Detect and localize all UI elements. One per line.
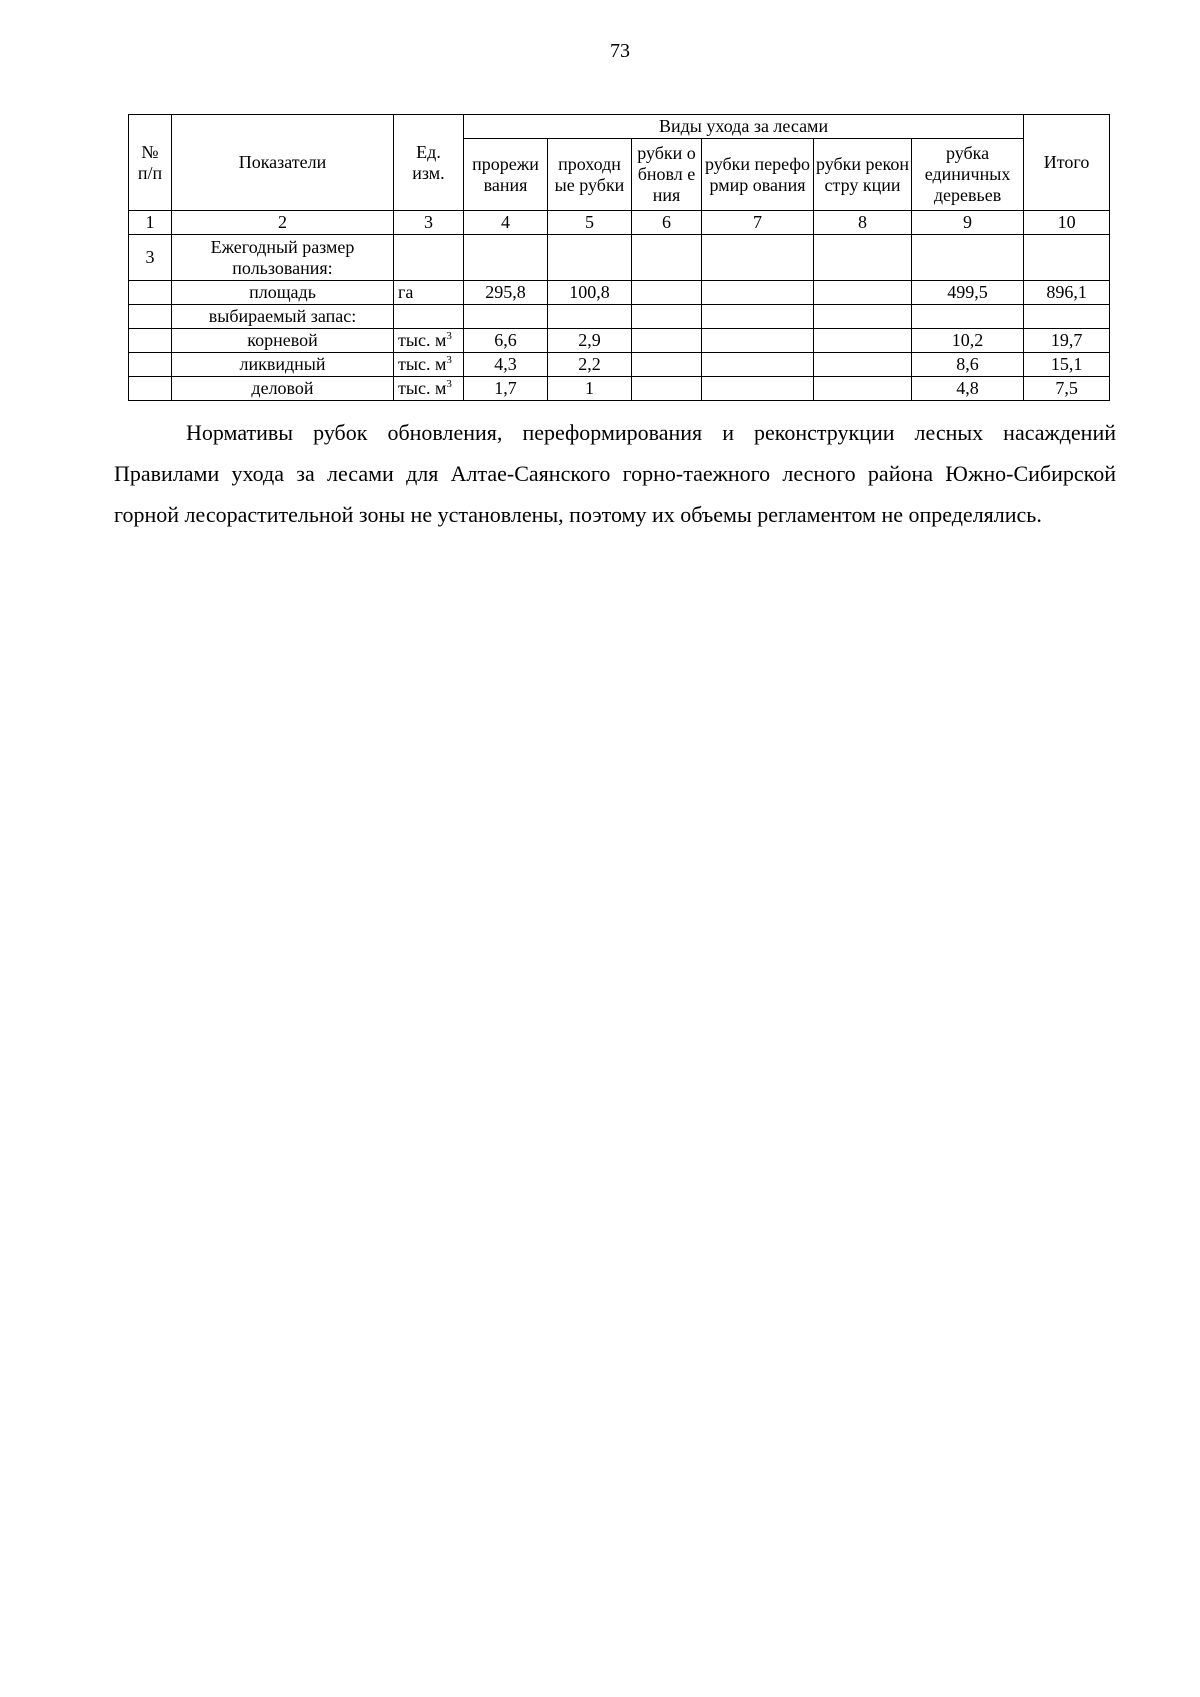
unit-cell <box>394 235 464 281</box>
value-cell: 4,3 <box>464 353 548 377</box>
forest-care-table <box>128 114 1110 401</box>
value-cell: 8,6 <box>912 353 1024 377</box>
unit-cell <box>394 353 464 377</box>
total-cell: 896,1 <box>1024 281 1110 305</box>
value-cell <box>548 305 632 329</box>
header-num: № п/п <box>129 115 172 211</box>
column-number: 6 <box>632 211 702 235</box>
value-cell <box>814 353 912 377</box>
header-type: прорежи вания <box>464 139 548 211</box>
value-cell: 1 <box>548 377 632 401</box>
column-number: 3 <box>394 211 464 235</box>
value-cell: 499,5 <box>912 281 1024 305</box>
column-number: 4 <box>464 211 548 235</box>
value-cell: 4,8 <box>912 377 1024 401</box>
unit-text: тыс. м <box>398 378 447 398</box>
total-cell <box>1024 235 1110 281</box>
indicator-cell: выбираемый запас: <box>172 305 394 329</box>
table-row <box>129 377 1110 401</box>
column-number: 8 <box>814 211 912 235</box>
value-cell: 1,7 <box>464 377 548 401</box>
table-row <box>129 305 1110 329</box>
value-cell <box>702 329 814 353</box>
header-type: рубки обновл ения <box>632 139 702 211</box>
header-care-types: Виды ухода за лесами <box>464 115 1024 139</box>
column-number: 7 <box>702 211 814 235</box>
value-cell <box>814 281 912 305</box>
header-row-1 <box>129 115 1110 139</box>
unit-superscript: 3 <box>446 330 452 342</box>
indicator-cell: корневой <box>172 329 394 353</box>
total-cell: 15,1 <box>1024 353 1110 377</box>
total-cell: 7,5 <box>1024 377 1110 401</box>
header-unit: Ед. изм. <box>394 115 464 211</box>
value-cell <box>548 235 632 281</box>
unit-cell <box>394 281 464 305</box>
row-number-cell <box>129 353 172 377</box>
value-cell <box>632 377 702 401</box>
unit-text: тыс. м <box>398 354 447 374</box>
page-number: 73 <box>610 40 630 62</box>
header-type: рубка единичных деревьев <box>912 139 1024 211</box>
value-cell <box>702 281 814 305</box>
column-number: 2 <box>172 211 394 235</box>
row-number-cell <box>129 305 172 329</box>
value-cell <box>814 235 912 281</box>
header-indicators: Показатели <box>172 115 394 211</box>
column-number: 9 <box>912 211 1024 235</box>
value-cell <box>632 305 702 329</box>
row-number-cell <box>129 281 172 305</box>
value-cell <box>702 305 814 329</box>
value-cell <box>464 235 548 281</box>
value-cell <box>814 329 912 353</box>
value-cell <box>702 377 814 401</box>
header-type: проходн ые рубки <box>548 139 632 211</box>
table-row <box>129 329 1110 353</box>
unit-superscript: 3 <box>446 378 452 390</box>
value-cell: 295,8 <box>464 281 548 305</box>
table-row <box>129 353 1110 377</box>
body-paragraph: Нормативы рубок обновления, переформирования и реконструкции лесных насаждений Правилами ухода за лесами для Алтае-Саянского горно-таежного лесного района Южно-Сибирской горной лесорастительной зоны не установлены, поэтому их объемы регламентом не определялись. <box>114 420 1116 527</box>
value-cell <box>912 235 1024 281</box>
unit-cell <box>394 377 464 401</box>
row-number-cell: 3 <box>129 235 172 281</box>
column-number: 1 <box>129 211 172 235</box>
value-cell <box>912 305 1024 329</box>
row-number-cell <box>129 329 172 353</box>
value-cell <box>814 305 912 329</box>
row-number-cell <box>129 377 172 401</box>
header-type: рубки реконстру кции <box>814 139 912 211</box>
value-cell: 2,9 <box>548 329 632 353</box>
total-cell: 19,7 <box>1024 329 1110 353</box>
indicator-cell: деловой <box>172 377 394 401</box>
value-cell: 6,6 <box>464 329 548 353</box>
value-cell <box>632 235 702 281</box>
column-number: 10 <box>1024 211 1110 235</box>
unit-cell <box>394 305 464 329</box>
unit-superscript: 3 <box>446 354 452 366</box>
column-number-row <box>129 211 1110 235</box>
value-cell <box>464 305 548 329</box>
value-cell: 2,2 <box>548 353 632 377</box>
value-cell <box>632 353 702 377</box>
header-total: Итого <box>1024 115 1110 211</box>
unit-cell <box>394 329 464 353</box>
unit-text: га <box>398 282 414 302</box>
column-number: 5 <box>548 211 632 235</box>
value-cell: 10,2 <box>912 329 1024 353</box>
indicator-cell: Ежегодный размер пользования: <box>172 235 394 281</box>
value-cell <box>702 353 814 377</box>
value-cell <box>632 329 702 353</box>
total-cell <box>1024 305 1110 329</box>
table-row <box>129 235 1110 281</box>
header-type: рубки переформир ования <box>702 139 814 211</box>
value-cell <box>814 377 912 401</box>
value-cell <box>702 235 814 281</box>
value-cell: 100,8 <box>548 281 632 305</box>
value-cell <box>632 281 702 305</box>
table-row <box>129 281 1110 305</box>
indicator-cell: ликвидный <box>172 353 394 377</box>
indicator-cell: площадь <box>172 281 394 305</box>
unit-text: тыс. м <box>398 330 447 350</box>
